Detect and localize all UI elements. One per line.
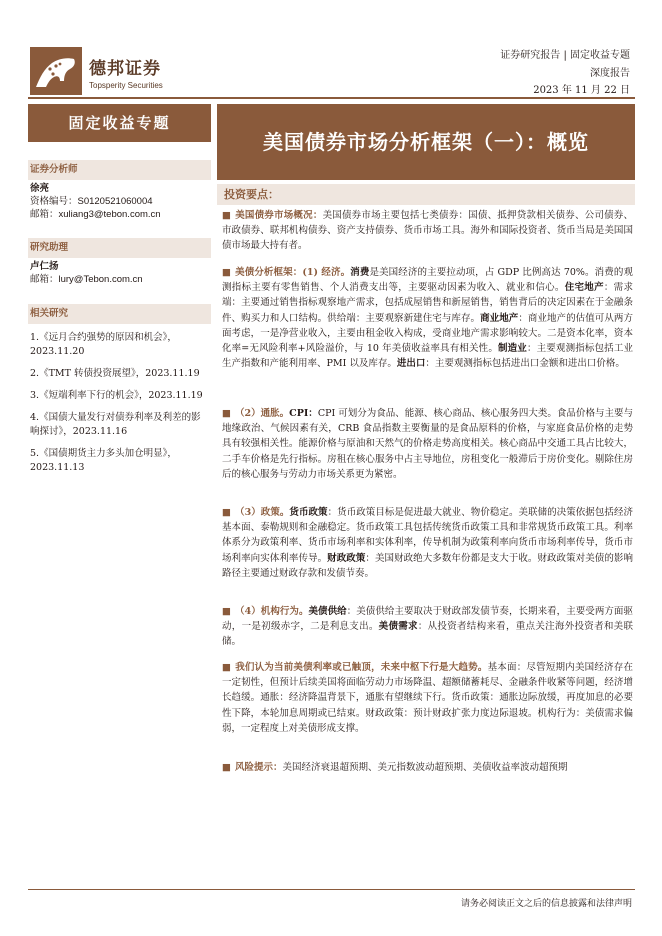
related-section-label: 相关研究 [28, 304, 211, 324]
analyst-cert: 资格编号：S0120521060004 [30, 196, 153, 207]
logo-text [89, 54, 163, 90]
report-date: 2023 年 11 月 22 日 [533, 85, 630, 96]
leopard-logo-icon [30, 47, 82, 95]
related-research-list [30, 331, 208, 483]
related-item[interactable]: 4.《国债大量发行对债券利率及利差的影响探讨》，2023.11.16 [30, 412, 201, 437]
bullet-economy: ■ 美债分析框架：(1) 经济。消费是美国经济的主要拉动项，占 GDP 比例高达 70%。消费的观测指标主要有零售销售、个人消费支出等，主要驱动因素为收入、就业和信心。住宅地产：需求端：主要通过销售指标观察地产需求，包括成屋销售和新屋销售，销售背后的决定因素在于金融条件、购买力和人口结构。供给端：主要观察新建住宅与库存。商业地产：商业地产的估值可从两方面考虑，一是净营业收入，主要由租金收入构成，受商业地产需求影响较大。二是资本化率，资本化率=无风险利率+风险溢价，与 10 年美债收益率具有相关性。制造业：主要观测指标包括工业生产指数和产能利用率、PMI 以及库存。进出口：主要观测指标包括进出口金额和进出口价格。 [222, 267, 633, 370]
bullet-icon: ■ [222, 762, 231, 773]
bullet-icon: ■ [222, 606, 232, 617]
related-item[interactable]: 1.《远月合约强势的原因和机会》，2023.11.20 [30, 332, 177, 357]
bullet-inflation: ■ （2）通胀。CPI：CPI 可划分为食品、能源、核心商品、核心服务四大类。食品价格与主要与地缘政治、气候因素有关，CRB 食品指数主要衡量的是食品原料的价格，与家庭食品价格的走势具有较强相关性。能源价格与原油和天然气的价格走势高度相关。核心商品中交通工具占比较大，二手车价格是先行指标。房租在核心服务中占主导地位，房租变化一般滞后于房价变化。剔除住房后的核心服务与劳动力市场关系更为紧密。 [222, 408, 633, 480]
bullet-risk: ■ 风险提示：美国经济衰退超预期、美元指数波动超预期、美债收益率波动超预期 [222, 762, 568, 773]
bullet-icon: ■ [222, 210, 232, 221]
analyst-email[interactable]: 邮箱：xuliang3@tebon.com.cn [30, 209, 161, 220]
related-item[interactable]: 3.《短端利率下行的机会》，2023.11.19 [30, 390, 203, 401]
bullet-market-overview: ■ 美国债券市场概况：美国债券市场主要包括七类债券：国债、抵押贷款相关债券、公司债券、市政债券、联邦机构债券、资产支持债券、货币市场工具。海外和国际投资者、货币当局是美国国债市场最大持有者。 [222, 210, 633, 252]
bullet-icon: ■ [222, 662, 232, 673]
assistant-block [30, 260, 143, 286]
assistant-email[interactable]: 邮箱：lury@Tebon.com.cn [30, 274, 143, 285]
analyst-block [30, 182, 161, 221]
report-type: 证券研究报告 | 固定收益专题 [500, 50, 630, 61]
analyst-section-label: 证券分析师 [28, 160, 211, 180]
bullet-icon: ■ [222, 267, 232, 278]
company-logo [30, 47, 82, 95]
assistant-section-label: 研究助理 [28, 238, 211, 258]
bullet-institutions: ■ （4）机构行为。美债供给：美债供给主要取决于财政部发债节奏，长期来看，主要受两方面驱动，一是初级赤字，二是利息支出。美债需求：从投资者结构来看，重点关注海外投资者和美联储。 [222, 606, 633, 648]
page-title: 美国债券市场分析框架（一）：概览 [217, 104, 635, 180]
sidebar-title: 固定收益专题 [28, 104, 211, 142]
logo-chinese-name: 德邦证券 [89, 59, 161, 79]
bullet-policy: ■ （3）政策。货币政策：货币政策目标是促进最大就业、物价稳定。美联储的决策依据包括经济基本面、泰勒规则和金融稳定。货币政策工具包括传统货币政策工具和非常规货币政策工具。利率体系分为政策利率、货币市场利率和实体利率，传导机制为政策利率向货币市场利率传导，货币市场利率向实体利率传导。财政政策：美国财政绝大多数年份都是支大于收。财政政策对美债的影响路径主要通过财政存款和发债节奏。 [222, 507, 633, 579]
related-item[interactable]: 5.《国债期货主力多头加仓明显》，2023.11.13 [30, 448, 177, 473]
header-divider [28, 97, 635, 99]
logo-english-name: Topsperity Securities [89, 81, 163, 90]
bullet-icon: ■ [222, 507, 232, 518]
assistant-name: 卢仁扬 [30, 261, 59, 272]
related-item[interactable]: 2.《TMT 转债投资展望》，2023.11.19 [30, 368, 200, 379]
report-subtype: 深度报告 [590, 68, 630, 79]
analyst-name: 徐亮 [30, 183, 50, 194]
footer-disclaimer[interactable]: 请务必阅读正文之后的信息披露和法律声明 [460, 899, 632, 909]
footer-divider [28, 889, 635, 890]
bullet-icon: ■ [222, 408, 231, 419]
key-points-heading: 投资要点： [217, 184, 635, 205]
bullet-outlook: ■ 我们认为当前美债利率或已触顶，未来中枢下行是大趋势。基本面：尽管短期内美国经济存在一定韧性，但预计后续美国将面临劳动力市场降温、超额储蓄耗尽、金融条件收紧等问题，经济增长趋缓。通胀：经济降温背景下，通胀有望继续下行。货币政策：通胀边际放缓，再度加息的必要性下降，本轮加息周期或已结束。财政政策：预计财政扩张力度边际退坡。机构行为：美债需求偏弱，一定程度上对美债形成支撑。 [222, 662, 633, 734]
